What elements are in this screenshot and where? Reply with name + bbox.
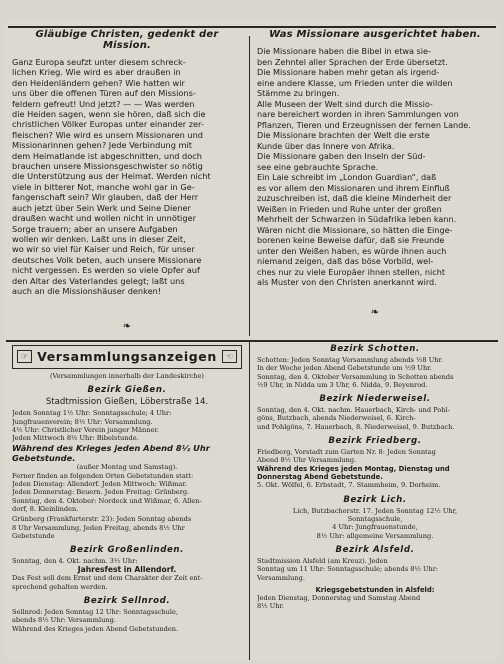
niederweisel-schedule [257, 406, 493, 431]
hand-pointer-icon: ☞ [17, 350, 32, 363]
lich-schedule [257, 507, 493, 540]
grosslinden-date: Sonntag, den 4. Okt. nachm. 3½ Uhr: [12, 557, 138, 566]
schedule-line: Grünberg (Frankfurterstr. 23): Jeden Sonntag abends [12, 515, 192, 524]
text-line: Die Missionare haben die Bibel in etwa sie- [257, 46, 431, 56]
text-line: Die Missionare brachten der Welt die erste [257, 130, 430, 140]
text-line: nicht vergessen. Es werden so viele Opfer auf [12, 265, 200, 276]
text-line: ben Zehntel aller Sprachen der Erde übersetzt. [257, 56, 448, 67]
district-lich-title: Bezirk Lich. [343, 494, 407, 505]
schedule-line: Jeden Donnerstag: Beuern. Jeden Freitag: Grünberg. [12, 488, 190, 497]
text-line: wollen wir denken. Laßt uns in dieser Zeit, [12, 233, 186, 244]
schedule-line: ½9 Uhr, in Nidda um 3 Uhr, 6. Nidda, 9. Beyenrod. [257, 380, 428, 389]
article-right [257, 29, 493, 335]
schedule-line: 4 Uhr: Jungfrauenstunde, [332, 523, 418, 532]
announcements-right [257, 343, 493, 661]
text-line: Alle Museen der Welt sind durch die Missio- [257, 98, 433, 109]
article-left-title: Gläubige Christen, gedenkt der Mission. [35, 29, 219, 51]
text-line: nare bereichert worden in ihren Sammlungen von [257, 109, 459, 119]
stadtmission-giessen: Stadtmission Gießen, Löberstraße 14. [45, 397, 209, 408]
giessen-schedule [12, 409, 242, 442]
text-line: unter den Weißen haben, es würde ihnen auch [257, 245, 447, 256]
schedule-line: abends 8½ Uhr: Versammlung. [12, 616, 116, 625]
schedule-line: Friedberg, Vorstadt zum Garten Nr. 8: Jeden Sonntag [257, 448, 436, 457]
text-line: fleischen? Wie wird es unsern Missionaren und [12, 129, 203, 140]
district-schotten-title: Bezirk Schotten. [330, 344, 420, 354]
schedule-line: dorf, 8. Kleinlinden. [12, 504, 79, 513]
schedule-line: Sonntag um 11 Uhr: Sonntagsschule; abends 8½ Uhr: [257, 565, 439, 574]
text-line: niemand zeigen, daß das böse Vorbild, wel- [257, 256, 434, 266]
text-line: fangenschaft sein? Wir glauben, daß der Herr [12, 192, 199, 203]
announcements-left [12, 343, 242, 661]
text-line: auch jetzt über Sein Werk und Seine Diener [12, 202, 191, 213]
grunberg-schedule [12, 515, 242, 540]
alsfeld-war-heading: Kriegsgebetstunden in Alsfeld: [315, 585, 435, 594]
text-line: see eine gebrauchte Sprache. [257, 161, 379, 172]
schedule-line: Jeden Dienstag: Allendorf. Jeden Mittwoch: Wißmar. [12, 480, 187, 489]
announcements-title: Versammlungsanzeigen [37, 349, 217, 364]
alsfeld-schedule [257, 557, 493, 582]
hand-pointer-icon: ☜ [222, 350, 237, 363]
text-line: feldern gefreut! Und jetzt? — — Was werden [12, 98, 195, 109]
schedule-line: Lich, Butzbacherstr. 17. Jeden Sonntag 12½ Uhr, [292, 506, 458, 515]
article-right-body [257, 46, 493, 288]
district-sellnrod-title: Bezirk Sellnrod. [83, 596, 171, 607]
text-line: Ganz Europa seufzt unter diesem schreck- [12, 57, 186, 67]
schedule-line: Sonntag, den 4. Okt. nachm. Hauerbach, Kirch- und Pohl- [257, 406, 450, 415]
sellnrod-schedule [12, 608, 242, 633]
text-line: die Unterstützung aus der Heimat. Werden nicht [12, 171, 211, 182]
schedule-line: Ferner finden an folgenden Orten Gebetstunden statt: [12, 471, 194, 480]
schedule-line: göns, Butzbach, abends Niederweisel, 6. Kirch- [257, 414, 416, 423]
text-line: Stämme zu bringen. [257, 88, 340, 98]
text-line: Ein Laie schreibt im „London Guardian“, daß [257, 172, 437, 182]
district-friedberg-title: Bezirk Friedberg. [328, 436, 422, 447]
announcements-subtitle: (Versammlungen innerhalb der Landeskirche) [49, 372, 205, 380]
text-line: es vor allem den Missionaren und ihrem Einfluß [257, 182, 450, 193]
text-line: Weißen in Frieden und Ruhe unter der großen [257, 203, 442, 214]
schotten-schedule [257, 356, 493, 389]
friedberg-dates: 5. Okt. Wölfel, 6. Erbstadt, 7. Stammheim, 9. Dorheim. [257, 481, 441, 490]
column-divider-top [249, 36, 250, 336]
giessen-war-heading: Während des Krieges jeden Abend 8½ Uhr Gebetstunde. [12, 443, 210, 464]
schedule-line: und Pohlgöns, 7. Hauerbach, 8. Niederweisel, 9. Butzbach. [257, 422, 455, 431]
district-grosslinden-title: Bezirk Großenlinden. [70, 545, 184, 556]
text-line: die Heiden sagen, wenn sie hören, daß sich die [12, 109, 206, 120]
newspaper-page [6, 20, 498, 662]
giessen-prayer-places [12, 472, 242, 513]
friedberg-schedule [257, 448, 493, 465]
schedule-line: Sonntag, den 4. Oktober: Nordeck und Wißmar, 6. Allen- [12, 496, 202, 505]
schedule-line: 8 Uhr Versammlung, Jeden Freitag, abends 8½ Uhr [12, 523, 185, 532]
schedule-line: Sonntagsschule, [347, 515, 403, 524]
schedule-line: Jeden Sonntag 1½ Uhr: Sonntagsschule; 4 Uhr: [12, 409, 172, 418]
article-right-title: Was Missionare ausgerichtet haben. [269, 29, 481, 40]
schedule-line: Während des Krieges jeden Abend Gebetstunden. [12, 624, 179, 633]
text-line: den Heidenländern gehen? Wie hatten wir [12, 77, 185, 88]
alsfeld-war-line-2: 8½ Uhr. [257, 602, 285, 611]
district-alsfeld-title: Bezirk Alsfeld. [335, 544, 415, 555]
friedberg-war: Während des Krieges jeden Montag, Dienstag und Donnerstag Abend Gebetstunde. [257, 464, 450, 482]
text-line: den Altar des Vaterlandes gelegt; laßt uns [12, 275, 185, 286]
schedule-line: 8½ Uhr: allgemeine Versammlung. [316, 531, 434, 540]
text-line: uns über die offenen Türen auf den Missions- [12, 88, 196, 99]
middle-rule [6, 340, 498, 342]
schedule-line: Jeden Mittwoch 8½ Uhr: Bibelstunde. [12, 434, 139, 443]
alsfeld-war-line: Jeden Dienstag, Donnerstag und Samstag Abend [257, 593, 421, 602]
text-line: Wären nicht die Missionare, so hätten die Einge- [257, 224, 453, 235]
text-line: Kunde über das Innere von Afrika. [257, 140, 395, 151]
text-line: Die Missionare haben mehr getan als irgend- [257, 67, 440, 77]
district-niederweisel-title: Bezirk Niederweisel. [319, 394, 431, 405]
text-line: christlichen Völker Europas unter einander zer- [12, 119, 204, 130]
ornament-left: ❧ [122, 321, 132, 333]
schedule-line: Sonntag, den 4. Oktober Versammlung in Schotten abends [257, 372, 454, 381]
schedule-line: Jungfrauenverein; 8½ Uhr: Versammlung. [12, 417, 153, 426]
top-rule [8, 26, 496, 28]
text-line: Sorge trauern; aber an unsere Aufgaben [12, 223, 178, 234]
giessen-war-note: (außer Montag und Samstag). [76, 463, 178, 472]
announcements-header [12, 345, 242, 369]
text-line: brauchen unsere Missionsgeschwister so nötig [12, 161, 203, 172]
grosslinden-note-1: Das Fest soll dem Ernst und dem Charakter der Zeit ent- [12, 574, 203, 583]
schedule-line: Stadtmission Alsfeld (am Kreuz). Jeden [257, 556, 388, 565]
schedule-line: Sellnrod: Jeden Sonntag 12 Uhr: Sonntagsschule, [12, 608, 179, 617]
text-line: Pflanzen, Tieren und Erzeugnissen der fernen Lande. [257, 119, 471, 130]
grosslinden-fest: Jahresfest in Allendorf. [77, 565, 177, 575]
schedule-line: Versammlung. [257, 573, 305, 582]
text-line: Die Missionare gaben den Inseln der Süd- [257, 151, 426, 161]
text-line: deutsches Volk beten, auch unsere Missionare [12, 254, 202, 265]
district-giessen-title: Bezirk Gießen. [87, 385, 167, 396]
article-left-body [12, 57, 242, 296]
text-line: wo wir so viel für Kaiser und Reich, für unser [12, 244, 195, 255]
text-line: lichen Krieg. Wie wird es aber draußen in [12, 67, 181, 78]
text-line: Missionarinnen gehen? Jede Verbindung mit [12, 140, 192, 151]
ornament-right: ❧ [370, 306, 380, 318]
schedule-line: Abend 8½ Uhr Versammlung. [257, 456, 357, 465]
grosslinden-note-2: sprechend gehalten werden. [12, 582, 108, 591]
column-divider-bottom [249, 342, 250, 660]
text-line: dem Heimatlande ist abgeschnitten, und doch [12, 150, 202, 161]
article-left [12, 29, 242, 335]
schedule-line: In der Woche jeden Abend Gebetstunde um ½9 Uhr. [257, 364, 432, 373]
text-line: draußen wacht und wollen nicht in unnötiger [12, 213, 196, 224]
text-line: zuzuschreiben ist, daß die kleine Minderheit der [257, 193, 452, 203]
text-line: eine andere Klasse, um Frieden unter die wilden [257, 77, 453, 88]
text-line: viele in bitterer Not, manche wohl gar in Ge- [12, 181, 195, 192]
text-line: als Muster von den Christen anerkannt wird. [257, 277, 437, 287]
text-line: Mehrheit der Schwarzen in Südafrika leben kann. [257, 214, 457, 224]
schedule-line: 4½ Uhr: Christlicher Verein junger Männer. [12, 425, 159, 434]
schedule-line: Schotten: Jeden Sonntag Versammlung abends ½8 Uhr. [257, 356, 444, 364]
text-line: auch an die Missionshäuser denken! [12, 285, 162, 296]
text-line: borenen keine Beweise dafür, daß sie Freunde [257, 235, 445, 245]
text-line: ches nur zu viele Europäer ihnen stellen, nicht [257, 266, 446, 277]
schedule-line: Gebetstunde [12, 531, 55, 540]
